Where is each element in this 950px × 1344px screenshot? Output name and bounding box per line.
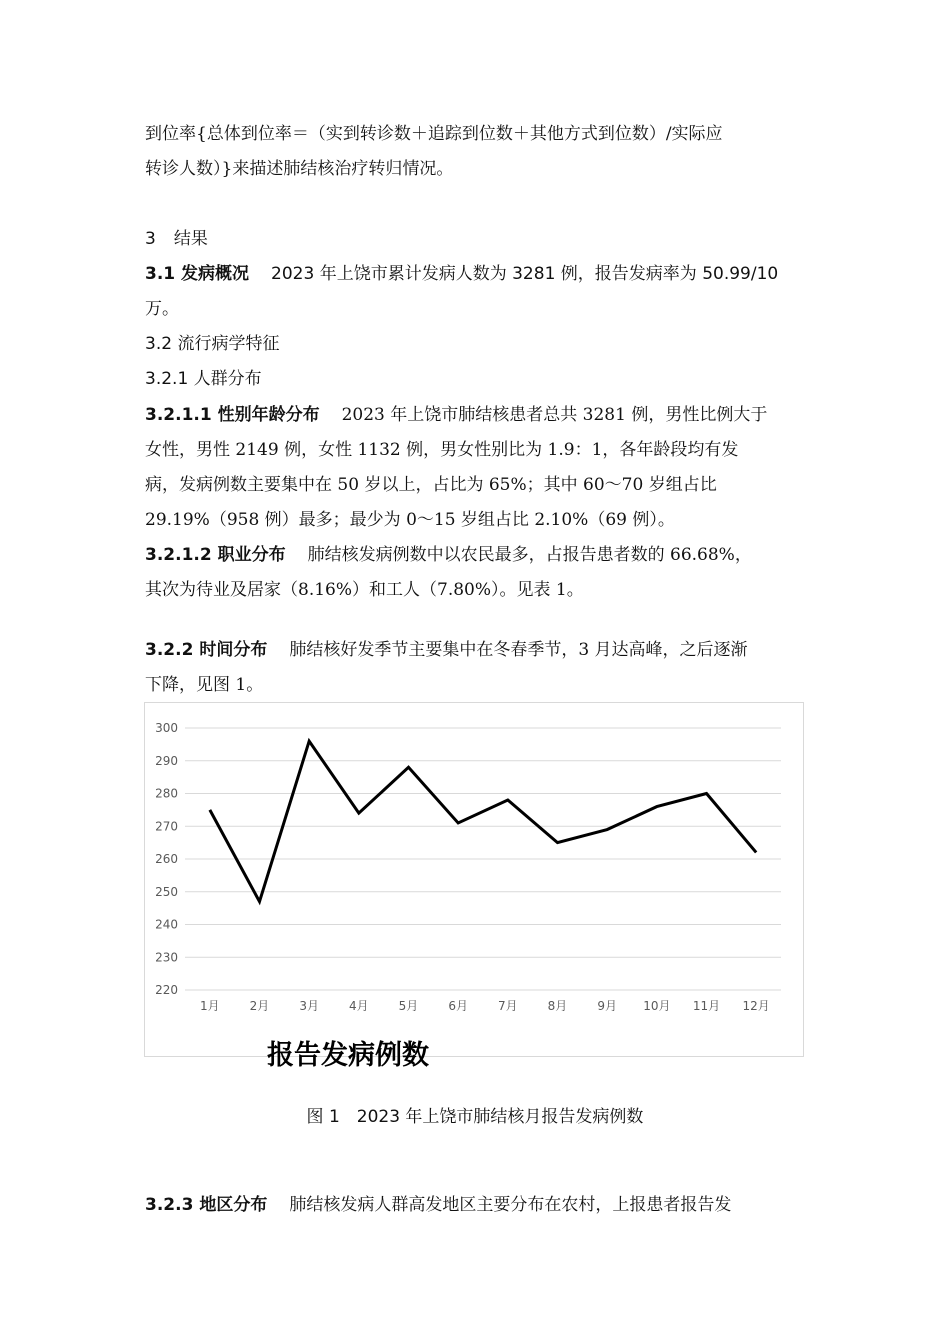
x-tick-label: 3月 [299, 999, 319, 1013]
chart-plot [145, 703, 803, 1056]
x-tick-label: 2月 [249, 999, 270, 1013]
x-tick-label: 12月 [742, 999, 770, 1013]
x-tick-label: 1月 [200, 999, 220, 1013]
chart-title: 报告发病例数 [267, 1040, 429, 1071]
s323-text-1: 肺结核发病人群高发地区主要分布在农村，上报患者报告发 [289, 1195, 732, 1215]
y-tick-label: 230 [155, 950, 178, 965]
s3211-text-1: 2023 年上饶市肺结核患者总共 3281 例，男性比例大于 [341, 405, 768, 425]
s322-line-2: 下降，见图 1。 [145, 675, 264, 695]
x-tick-label: 7月 [498, 999, 518, 1013]
s3211-line-4: 29.19%（958 例）最多；最少为 0～15 岁组占比 2.10%（69 例）。 [145, 510, 675, 530]
section-heading [145, 222, 810, 257]
x-tick-label: 5月 [398, 999, 419, 1013]
s3211-line-1 [145, 398, 810, 433]
y-tick-label: 250 [155, 884, 178, 899]
y-tick-label: 290 [155, 753, 178, 768]
s3211-line-2: 女性，男性 2149 例，女性 1132 例，男女性别比为 1.9：1，各年龄段均有发 [145, 440, 739, 460]
section-number: 3 [145, 229, 156, 249]
s31-text-1: 2023 年上饶市累计发病人数为 3281 例，报告发病率为 50.99/10 [271, 264, 779, 284]
s3211-heading: 3.2.1.1 性别年龄分布 [145, 405, 320, 425]
x-tick-label: 10月 [643, 999, 671, 1013]
s323-line-1 [145, 1188, 810, 1223]
s31-paragraph-line-1 [145, 257, 810, 292]
s3212-line-2: 其次为待业及居家（8.16%）和工人（7.80%）。见表 1。 [145, 580, 584, 600]
y-tick-label: 220 [155, 983, 178, 997]
y-tick-label: 280 [155, 786, 178, 801]
x-tick-label: 4月 [349, 999, 369, 1013]
x-tick-label: 9月 [597, 999, 617, 1013]
intro-line-2: 转诊人数）}来描述肺结核治疗转归情况。 [145, 159, 454, 179]
y-tick-label: 300 [155, 721, 178, 735]
s3212-heading: 3.2.1.2 职业分布 [145, 545, 286, 565]
s321-heading: 3.2.1 人群分布 [145, 369, 262, 389]
series-line [210, 741, 756, 901]
s31-text-2: 万。 [145, 299, 179, 319]
y-tick-label: 240 [155, 917, 178, 932]
s322-text-1: 肺结核好发季节主要集中在冬春季节，3 月达高峰，之后逐渐 [289, 640, 748, 660]
x-tick-label: 6月 [448, 999, 468, 1013]
intro-line-1: 到位率{总体到位率＝（实到转诊数＋追踪到位数＋其他方式到位数）/实际应 [145, 124, 723, 144]
x-tick-label: 8月 [547, 999, 568, 1013]
y-tick-label: 270 [155, 819, 178, 834]
monthly-cases-chart [144, 702, 804, 1071]
s3211-line-3: 病，发病例数主要集中在 50 岁以上，占比为 65%；其中 60～70 岁组占比 [145, 475, 717, 495]
s322-line-1 [145, 633, 810, 668]
x-tick-label: 11月 [692, 999, 721, 1013]
s31-heading: 3.1 发病概况 [145, 264, 250, 284]
s32-heading: 3.2 流行病学特征 [145, 334, 280, 354]
s3212-line-1 [145, 538, 810, 573]
s322-heading: 3.2.2 时间分布 [145, 640, 268, 660]
figure-caption: 图 1 2023 年上饶市肺结核月报告发病例数 [306, 1107, 644, 1127]
s3212-text-1: 肺结核发病例数中以农民最多，占报告患者数的 66.68%， [307, 545, 752, 565]
section-title: 结果 [173, 229, 208, 249]
s323-heading: 3.2.3 地区分布 [145, 1195, 268, 1215]
y-tick-label: 260 [155, 852, 178, 866]
